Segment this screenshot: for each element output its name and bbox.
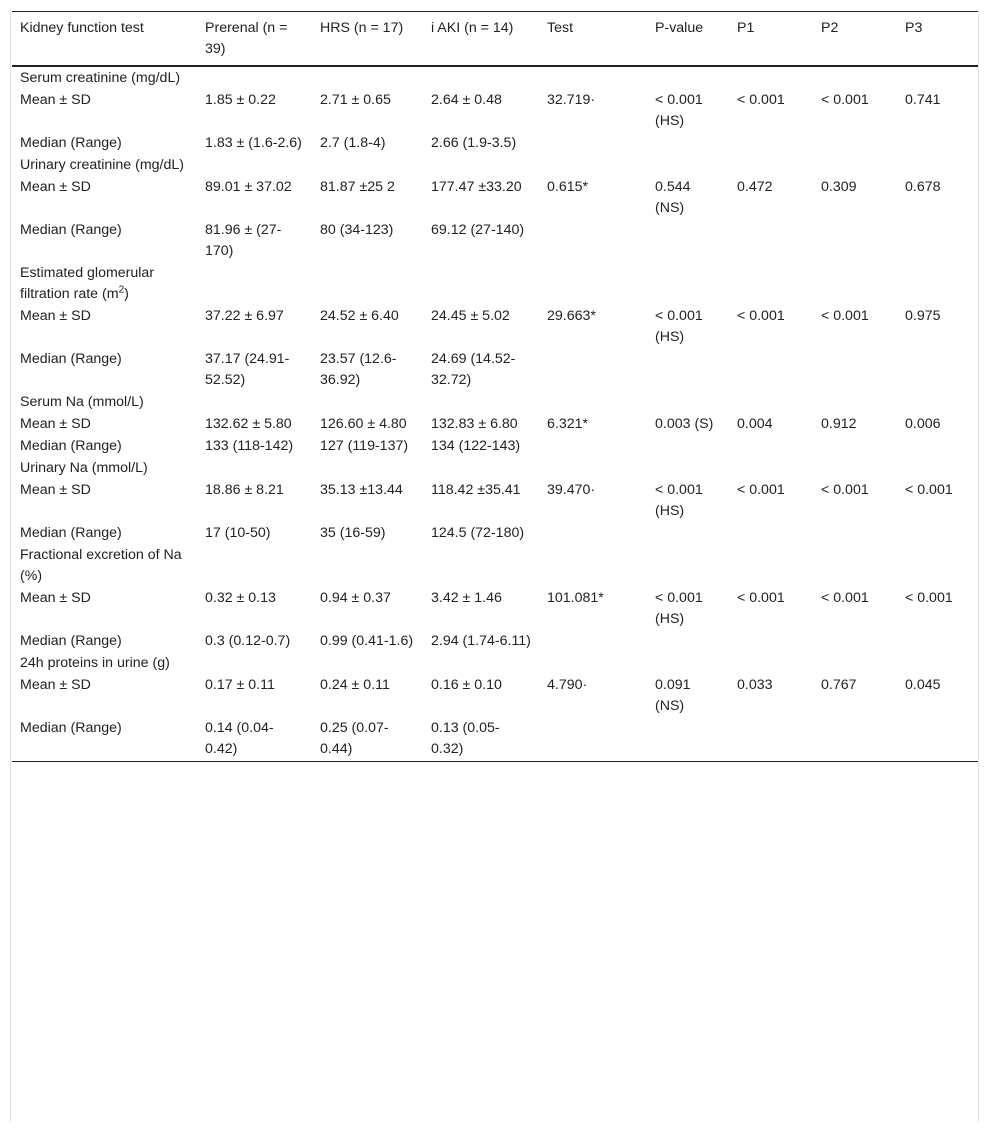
empty-cell [423,66,539,89]
table-cell [539,219,647,262]
table-cell: 0.25 (0.07-0.44) [320,720,389,757]
table-row [12,89,978,132]
table-row [12,219,978,262]
empty-cell [897,154,978,176]
section-title [12,154,197,176]
empty-cell [813,66,897,89]
table-cell [813,717,897,762]
empty-cell [729,66,813,89]
empty-cell [539,66,647,89]
empty-cell [312,457,423,479]
empty-cell [897,66,978,89]
table-cell: 0.16 ± 0.10 [431,677,502,693]
table-cell: 29.663* [547,308,596,324]
table-cell: 0.767 [821,677,857,693]
table-cell: 18.86 ± 8.21 [205,482,284,498]
empty-cell [197,544,312,587]
table-cell: 23.57 (12.6-36.92) [320,351,397,388]
table-cell: 1.85 ± 0.22 [205,92,276,108]
table-cell: < 0.001 (HS) [655,590,703,627]
empty-cell [729,391,813,413]
table-row [12,717,978,762]
table-cell: 89.01 ± 37.02 [205,179,292,195]
table-cell: 37.17 (24.91-52.52) [205,351,290,388]
empty-cell [539,544,647,587]
empty-cell [647,66,729,89]
table-cell: 134 (122-143) [431,438,521,454]
table-cell: 6.321* [547,416,589,432]
table-cell: 2.94 (1.74-6.11) [431,633,531,649]
section-row [12,652,978,674]
empty-cell [813,457,897,479]
empty-cell [197,652,312,674]
table-cell: 0.13 (0.05-0.32) [431,720,500,757]
table-cell: < 0.001 [737,92,785,108]
table-cell: 80 (34-123) [320,222,394,238]
table-cell: 2.64 ± 0.48 [431,92,502,108]
table-cell [729,132,813,154]
table-cell: 24.52 ± 6.40 [320,308,399,324]
table-cell [897,219,978,262]
table-cell: < 0.001 [905,482,953,498]
empty-cell [647,652,729,674]
table-cell [729,219,813,262]
table-cell: Mean ± SD [20,308,91,324]
empty-cell [729,154,813,176]
table-cell: Mean ± SD [20,677,91,693]
table-row [12,176,978,219]
table-cell [897,348,978,391]
empty-cell [312,652,423,674]
table-cell [897,435,978,457]
section-row [12,66,978,89]
empty-cell [539,652,647,674]
section-title-text: Urinary Na (mmol/L) [20,460,148,476]
section-title-suffix: ) [124,286,129,302]
empty-cell [197,262,312,305]
table-cell: 0.006 [905,416,941,432]
empty-cell [729,457,813,479]
table-cell [539,348,647,391]
header-test-name: Kidney function test [20,20,144,36]
table-cell: 0.678 [905,179,941,195]
table-cell [647,717,729,762]
table-cell: 0.17 ± 0.11 [205,677,275,693]
header-p-value: P-value [655,20,704,36]
table-body [12,66,978,762]
table-cell: 118.42 ±35.41 [431,482,521,498]
table-cell: 0.975 [905,308,941,324]
table-cell: < 0.001 [821,92,869,108]
table-cell: Median (Range) [20,222,122,238]
table-cell: 17 (10-50) [205,525,271,541]
empty-cell [423,652,539,674]
table-cell [813,219,897,262]
table-row [12,413,978,435]
table-cell: Median (Range) [20,135,122,151]
kidney-function-table [12,11,978,762]
table-cell: 2.66 (1.9-3.5) [431,135,517,151]
table-cell: 0.091 (NS) [655,677,691,714]
table-cell: 32.719· [547,92,596,108]
table-cell: 0.32 ± 0.13 [205,590,276,606]
table-cell [647,522,729,544]
table-cell [539,132,647,154]
empty-cell [813,154,897,176]
table-cell: Mean ± SD [20,92,91,108]
empty-cell [813,262,897,305]
table-cell: 133 (118-142) [205,438,294,454]
section-title-text: Fractional excretion of Na (%) [20,547,182,584]
table-cell: 4.790· [547,677,588,693]
empty-cell [539,154,647,176]
empty-cell [423,457,539,479]
table-cell: 0.3 (0.12-0.7) [205,633,291,649]
empty-cell [539,457,647,479]
table-row [12,630,978,652]
table-cell [539,522,647,544]
section-title [12,544,197,587]
table-cell: 37.22 ± 6.97 [205,308,284,324]
table-row [12,479,978,522]
section-title-superscript: 2 [118,284,125,296]
table-row [12,587,978,630]
table-row [12,305,978,348]
table-cell: 0.544 (NS) [655,179,691,216]
table-cell: 0.615* [547,179,589,195]
section-row [12,154,978,176]
table-cell [647,435,729,457]
table-cell: Mean ± SD [20,179,91,195]
table-cell: 35 (16-59) [320,525,386,541]
table-cell: 101.081* [547,590,604,606]
empty-cell [312,66,423,89]
table-cell: < 0.001 [821,308,869,324]
table-cell: Median (Range) [20,351,122,367]
empty-cell [897,652,978,674]
empty-cell [729,544,813,587]
table-cell: 24.69 (14.52-32.72) [431,351,516,388]
empty-cell [813,391,897,413]
table-cell [729,630,813,652]
empty-cell [729,262,813,305]
empty-cell [312,154,423,176]
empty-cell [729,652,813,674]
table-cell: 126.60 ± 4.80 [320,416,407,432]
header-p2: P2 [821,20,839,36]
section-title [12,391,197,413]
table-cell: 132.83 ± 6.80 [431,416,518,432]
table-cell: Mean ± SD [20,590,91,606]
table-cell: 0.14 (0.04-0.42) [205,720,274,757]
table-cell [897,522,978,544]
table-cell: 0.24 ± 0.11 [320,677,390,693]
section-title-text: Urinary creatinine (mg/dL) [20,157,185,173]
table-cell: 35.13 ±13.44 [320,482,403,498]
empty-cell [647,154,729,176]
empty-cell [897,262,978,305]
table-cell: < 0.001 [821,482,869,498]
table-cell: 127 (119-137) [320,438,409,454]
empty-cell [312,391,423,413]
empty-cell [423,391,539,413]
table-cell [539,630,647,652]
header-p1: P1 [737,20,755,36]
table-cell [897,132,978,154]
empty-cell [897,544,978,587]
header-test: Test [547,20,574,36]
table-cell [729,435,813,457]
empty-cell [897,391,978,413]
table-row [12,674,978,717]
empty-cell [197,457,312,479]
table-cell: 3.42 ± 1.46 [431,590,502,606]
table-cell: < 0.001 (HS) [655,92,703,129]
table-cell: < 0.001 [905,590,953,606]
table-cell [813,132,897,154]
table-cell: 132.62 ± 5.80 [205,416,292,432]
table-cell: 39.470· [547,482,596,498]
table-cell [813,435,897,457]
header-prerenal: Prerenal (n = 39) [205,20,288,57]
empty-cell [813,544,897,587]
empty-cell [197,391,312,413]
section-title-text: 24h proteins in urine (g) [20,655,170,671]
table-cell [813,522,897,544]
table-cell: 0.045 [905,677,941,693]
table-cell: Mean ± SD [20,416,91,432]
table-cell: 2.7 (1.8-4) [320,135,386,151]
empty-cell [897,457,978,479]
table-cell: 0.912 [821,416,857,432]
table-cell: Mean ± SD [20,482,91,498]
table-cell: 81.87 ±25 2 [320,179,395,195]
empty-cell [197,66,312,89]
table-cell: 0.472 [737,179,773,195]
table-cell: 24.45 ± 5.02 [431,308,510,324]
table-cell: Median (Range) [20,720,122,736]
section-title [12,457,197,479]
table-cell: < 0.001 (HS) [655,482,703,519]
table-cell: 0.004 [737,416,773,432]
section-title-text: Estimated glomerular filtration rate (m [20,265,155,302]
empty-cell [197,154,312,176]
table-cell [647,132,729,154]
table-header [12,12,978,67]
table-cell: 0.99 (0.41-1.6) [320,633,414,649]
table-cell: 0.741 [905,92,941,108]
table-cell: < 0.001 (HS) [655,308,703,345]
header-row [12,12,978,67]
empty-cell [539,262,647,305]
empty-cell [539,391,647,413]
table-cell [729,717,813,762]
table-cell [729,522,813,544]
empty-cell [312,544,423,587]
table-cell [813,348,897,391]
table-cell [729,348,813,391]
table-cell: 69.12 (27-140) [431,222,525,238]
empty-cell [423,544,539,587]
empty-cell [647,457,729,479]
header-iaki: i AKI (n = 14) [431,20,514,36]
table-cell: Median (Range) [20,633,122,649]
table-cell [897,717,978,762]
section-title [12,652,197,674]
empty-cell [647,262,729,305]
empty-cell [647,544,729,587]
section-row [12,262,978,305]
section-row [12,391,978,413]
section-row [12,457,978,479]
section-title-text: Serum creatinine (mg/dL) [20,70,181,86]
empty-cell [647,391,729,413]
table-cell: 124.5 (72-180) [431,525,525,541]
empty-cell [423,262,539,305]
section-title [12,66,197,89]
table-cell [813,630,897,652]
table-row [12,348,978,391]
table-cell: 0.033 [737,677,773,693]
table-cell [539,435,647,457]
table-cell [647,630,729,652]
table-cell: < 0.001 [737,482,785,498]
table-cell [647,219,729,262]
table-cell: 0.003 (S) [655,416,714,432]
empty-cell [312,262,423,305]
table-cell: 0.94 ± 0.37 [320,590,391,606]
table-cell [647,348,729,391]
empty-cell [813,652,897,674]
table-cell: 2.71 ± 0.65 [320,92,391,108]
empty-cell [423,154,539,176]
table-cell: < 0.001 [821,590,869,606]
table-cell: 0.309 [821,179,857,195]
table-cell: 1.83 ± (1.6-2.6) [205,135,302,151]
table-cell: < 0.001 [737,308,785,324]
table-cell: 81.96 ± (27-170) [205,222,282,259]
table-cell: 177.47 ±33.20 [431,179,522,195]
header-p3: P3 [905,20,923,36]
section-title-text: Serum Na (mmol/L) [20,394,144,410]
table-row [12,522,978,544]
table-cell [539,717,647,762]
section-title [12,262,197,305]
table-row [12,132,978,154]
table-cell: < 0.001 [737,590,785,606]
table-cell: Median (Range) [20,525,122,541]
header-hrs: HRS (n = 17) [320,20,404,36]
table-cell [897,630,978,652]
table-row [12,435,978,457]
table-cell: Median (Range) [20,438,122,454]
section-row [12,544,978,587]
